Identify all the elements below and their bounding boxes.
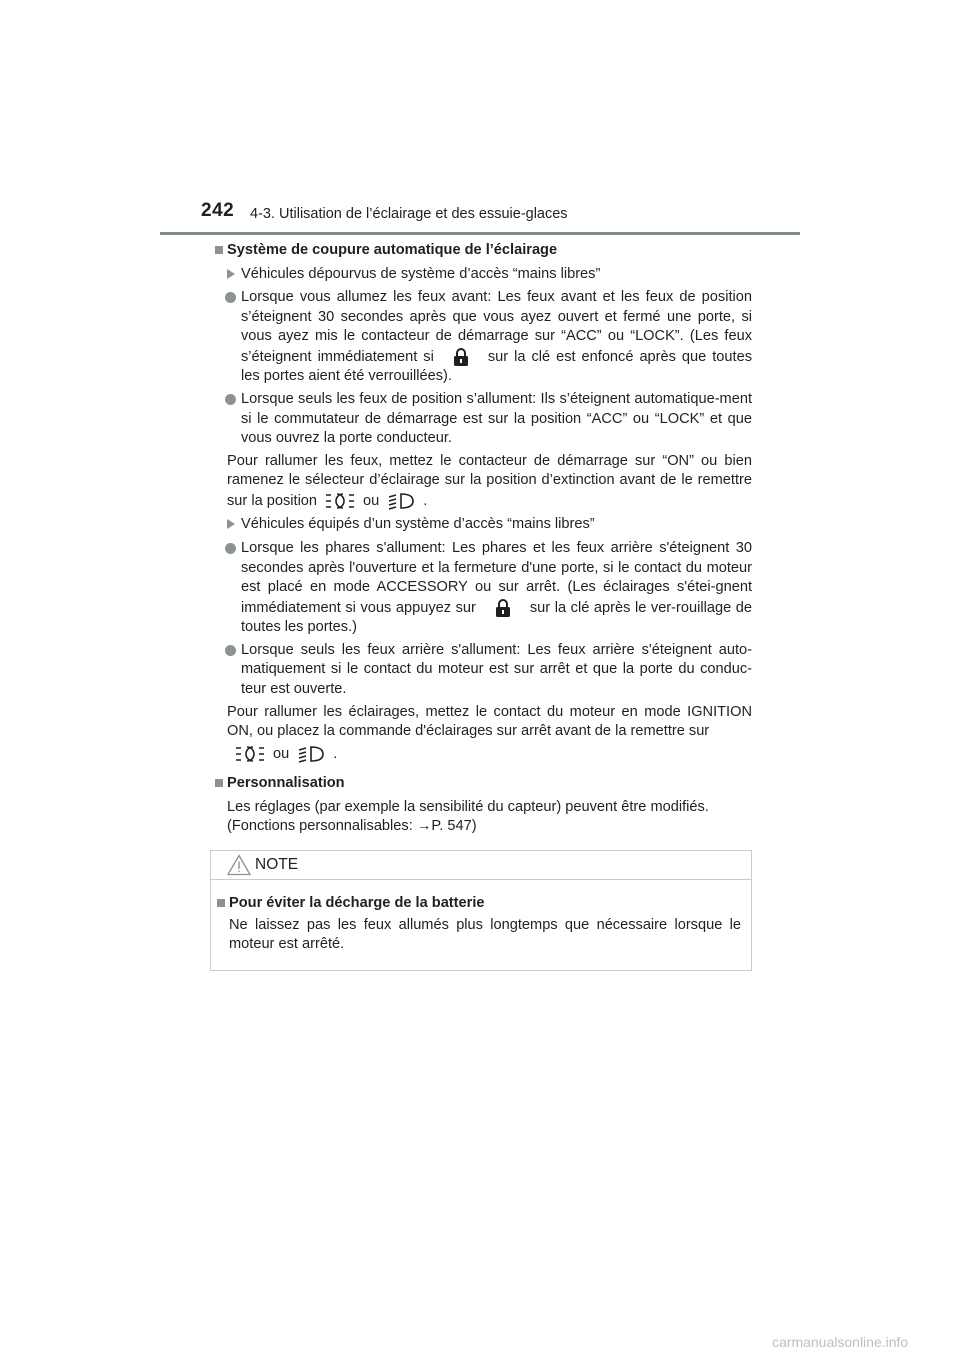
bullet-dot-icon: [225, 543, 236, 554]
subheading-smart-key-text: Véhicules équipés d’un système d’accès “mains libres”: [241, 516, 595, 533]
note-label: NOTE: [255, 856, 299, 873]
note-heading: [217, 894, 741, 914]
auto-cutoff-heading-text: Système de coupure automatique de l’éclairage: [227, 242, 558, 258]
triangle-marker-icon: [227, 269, 235, 279]
subheading-smart-key: [215, 515, 752, 535]
bullet-headlights-smart: [215, 539, 752, 638]
section-title: 4-3. Utilisation de l’éclairage et des essuie-glaces: [250, 206, 568, 222]
bullet-dot-icon: [225, 394, 236, 405]
lock-icon: [452, 347, 470, 367]
note-body: [211, 880, 751, 955]
relight-paragraph-1-or: ou: [363, 492, 380, 509]
relight-paragraph-2-icons: [215, 744, 752, 764]
bullet-headlights-smart-text-b: sur la clé après le ver-rouillage de toutes les portes.): [241, 599, 753, 636]
warning-triangle-icon: [227, 854, 251, 876]
triangle-marker-icon: [227, 519, 235, 529]
tail-light-icon: [325, 491, 355, 511]
relight-paragraph-2: [215, 703, 752, 742]
customization-heading-text: Personnalisation: [227, 775, 345, 792]
subheading-no-smart-key-text: Véhicules dépourvus de système d’accès “mains libres”: [241, 265, 601, 282]
relight-paragraph-2-end: .: [333, 745, 338, 762]
note-text: Ne laissez pas les feux allumés plus longtemps que nécessaire lorsque le moteur est arrêté.: [229, 916, 741, 953]
customization-text-2: (Fonctions personnalisables: →P. 547): [227, 818, 477, 835]
page-header: [0, 0, 960, 240]
bullet-headlights-smart-text-a: Lorsque les phares s'allument: Les phares et les feux arrière s'éteignent 30 secondes après l'ouverture et la fermeture d'une porte, si le contact du moteur est placé en mode ACCESSORY ou sur arrêt. (Les éclairages s'étei-gnent immédiatement si vous appuyez sur: [241, 540, 752, 616]
bullet-position-lights-text: Lorsque seuls les feux de position s’allument: Ils s’éteignent automatique-ment si le commutateur de démarrage est sur la position “ACC” ou “LOCK” et que vous ouvrez la porte conducteur.: [241, 391, 752, 447]
square-marker-icon: [215, 779, 223, 787]
low-beam-icon: [387, 491, 415, 511]
customization-text-1: Les réglages (par exemple la sensibilité du capteur) peuvent être modifiés.: [227, 798, 709, 815]
relight-paragraph-1-text: Pour rallumer les feux, mettez le contacteur de démarrage sur “ON” ou bien ramenez le sélecteur d’éclairage sur la position d’extinction avant de le remettre sur la position: [227, 452, 752, 509]
bullet-dot-icon: [225, 292, 236, 303]
note-heading-text: Pour éviter la décharge de la batterie: [229, 895, 485, 911]
low-beam-icon: [297, 744, 325, 764]
square-marker-icon: [217, 899, 225, 907]
bullet-headlights-on-text-b: sur la clé est enfoncé après que toutes les portes aient été verrouillées).: [241, 348, 753, 385]
subheading-no-smart-key: [215, 265, 752, 285]
main-content: [215, 241, 752, 837]
square-marker-icon: [215, 246, 223, 254]
note-box: [210, 850, 752, 971]
header-rule: [160, 232, 800, 235]
relight-paragraph-2-or: ou: [273, 745, 290, 762]
note-header: [211, 851, 751, 880]
relight-paragraph-1: [215, 452, 752, 512]
bullet-tail-lights: [215, 641, 752, 700]
bullet-position-lights: [215, 390, 752, 449]
relight-paragraph-1-end: .: [423, 492, 428, 509]
customization-heading: [215, 774, 752, 794]
watermark: carmanualsonline.info: [772, 1334, 909, 1350]
auto-cutoff-heading: [215, 241, 752, 261]
bullet-tail-lights-text: Lorsque seuls les feux arrière s'allument: Les feux arrière s'éteignent auto-matiquement si le contact du moteur est sur arrêt et que la porte du conduc-teur est ouverte.: [241, 641, 752, 698]
relight-paragraph-2-text: Pour rallumer les éclairages, mettez le contact du moteur en mode IGNITION ON, ou placez la commande d'éclairages sur arrêt avant de la remettre sur: [227, 703, 752, 740]
page-number: 242: [201, 200, 235, 221]
bullet-headlights-on: [215, 288, 752, 387]
lock-icon: [494, 598, 512, 618]
bullet-dot-icon: [225, 645, 236, 656]
bullet-headlights-on-text-a: Lorsque vous allumez les feux avant: Les feux avant et les feux de position s’éteignent 30 secondes après que vous ayez ouvert et fermé une porte, si vous ayez mis le contacteur de démarrage sur “ACC” ou “LOCK”. (Les feux s’éteignent immédiatement si: [241, 289, 752, 365]
tail-light-icon: [235, 744, 265, 764]
